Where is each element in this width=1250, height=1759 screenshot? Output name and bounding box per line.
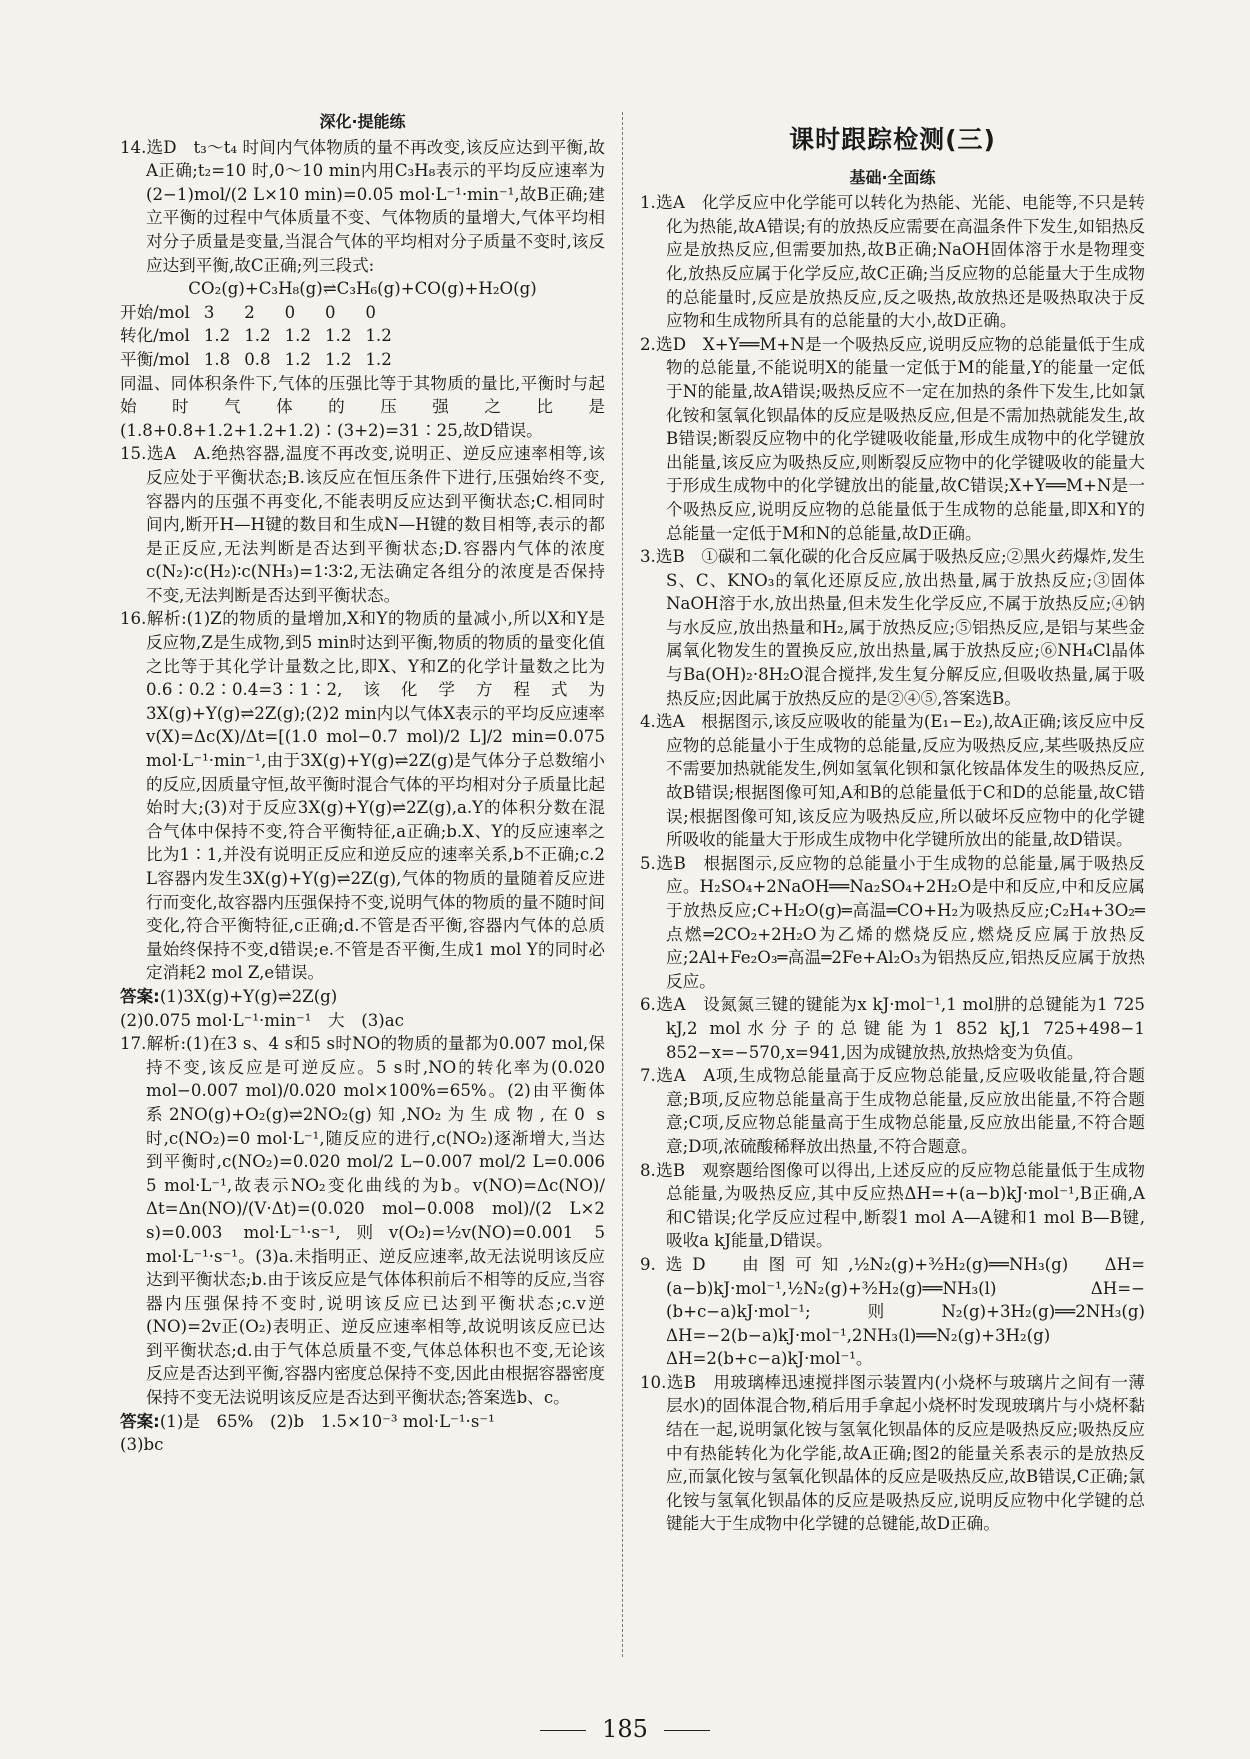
page-title: 课时跟踪检测(三) xyxy=(789,125,996,154)
three-stage-table xyxy=(120,301,406,372)
section-title-deepen: 深化·提能练 xyxy=(319,112,406,131)
answer-8: 8.选B 观察题给图像可以得出,上述反应的反应物总能量低于生成物总能量,为吸热反应,其中反应热ΔH=+(a−b)kJ·mol⁻¹,B正确,A和C错误;化学反应过程中,断裂1 mol A—A键和1 mol B—B键,吸收a kJ能量,D错误。 xyxy=(640,1160,1145,1251)
answer-2: 2.选D X+Y══M+N是一个吸热反应,说明反应物的总能量低于生成物的总能量,不能说明X的能量一定低于M的能量,Y的能量一定低于N的能量,故A错误;吸热反应不一定在加热的条件下发生,比如氯化铵和氢氧化钡晶体的反应是吸热反应,但是不需加热就能发生,故B错误;断裂反应物中的化学键吸收能量,形成生成物中的化学键放出能量,该反应为吸热反应,则断裂反应物中的化学键吸收的能量大于形成生成物中的化学键放出的能量,故C错误;X+Y══M+N是一个吸热反应,说明反应物的总能量低于生成物的总能量,即X和Y的总能量一定低于M和N的总能量,故D正确。 xyxy=(640,334,1145,543)
answer-17-part1: (1)是 65% (2)b 1.5×10⁻³ mol·L⁻¹·s⁻¹ xyxy=(159,1411,495,1431)
answer-14: 14.选D t₃～t₄ 时间内气体物质的量不再改变,该反应达到平衡,故A正确;t₂=10 时,0～10 min内用C₃H₈表示的平均反应速率为(2−1)mol/(2 L×10 min)=0.05 mol·L⁻¹·min⁻¹,故B正确;建立平衡的过程中气体质量不变、气体物质的量增大,气体平均相对分子质量是变量,当混合气体的平均相对分子质量不变时,该反应达到平衡,故C正确;列三段式: xyxy=(120,137,605,275)
answer-16: 16.解析:(1)Z的物质的量增加,X和Y的物质的量减小,所以X和Y是反应物,Z是生成物,到5 min时达到平衡,物质的物质的量变化值之比等于其化学计量数之比,即X、Y和Z的化学计量数之比为0.6∶0.2∶0.4=3∶1∶2,该化学方程式为3X(g)+Y(g)⇌2Z(g);(2)2 min内以气体X表示的平均反应速率 v(X)=Δc(X)/Δt=[(1.0 mol−0.7 mol)/2 L]/2 min=0.075 mol·L⁻¹·min⁻¹,由于3X(g)+Y(g)⇌2Z(g)是气体分子总数缩小的反应,因质量守恒,故平衡时混合气体的平均相对分子质量比起始时大;(3)对于反应3X(g)+Y(g)⇌2Z(g),a.Y的体积分数在混合气体中保持不变,符合平衡特征,a正确;b.X、Y的反应速率之比为1∶1,并没有说明正反应和逆反应的速率关系,b不正确;c.2 L容器内发生3X(g)+Y(g)⇌2Z(g),气体的物质的量随着反应进行而变化,故容器内压强保持不变,说明气体的物质的量不随时间变化,符合平衡特征,c正确;d.不管是否平衡,容器内气体的总质量始终保持不变,d错误;e.不管是否平衡,生成1 mol Y的同时必定消耗2 mol Z,e错误。 xyxy=(120,609,605,983)
answer-9: 9.选D 由图可知,½N₂(g)+³⁄₂H₂(g)══NH₃(g) ΔH=(a−b)kJ·mol⁻¹,½N₂(g)+³⁄₂H₂(g)══NH₃(l) ΔH=−(b+c−a)kJ·mol⁻¹;则N₂(g)+3H₂(g)══2NH₃(g) ΔH=−2(b−a)kJ·mol⁻¹,2NH₃(l)══N₂(g)+3H₂(g) ΔH=2(b+c−a)kJ·mol⁻¹。 xyxy=(640,1254,1162,1369)
table-row: 平衡/mol 1.8 0.8 1.2 1.2 1.2 xyxy=(120,349,392,369)
table-row: 转化/mol 1.2 1.2 1.2 1.2 1.2 xyxy=(120,326,392,346)
answer-4: 4.选A 根据图示,该反应吸收的能量为(E₁−E₂),故A正确;该反应中反应物的总能量小于生成物的总能量,反应为吸热反应,某些吸热反应不需要加热就能发生,例如氢氧化钡和氯化铵晶体发生的吸热反应,故B错误;根据图像可知,A和B的总能量低于C和D的总能量,故C错误;根据图像可知,该反应为吸热反应,所以破坏反应物中的化学键所吸收的能量大于形成生成物中化学键所放出的能量,故D错误。 xyxy=(640,712,1145,850)
page-number: 185 xyxy=(602,1715,648,1743)
answer-10: 10.选B 用玻璃棒迅速搅拌图示装置内(小烧杯与玻璃片之间有一薄层水)的固体混合物,稍后用手拿起小烧杯时发现玻璃片与小烧杯黏结在一起,说明氯化铵与氢氧化钡晶体的反应是吸热反应;吸热反应中有热能转化为化学能,故A正确;图2的能量关系表示的是放热反应,而氯化铵与氢氧化钡晶体的反应是吸热反应,故B错误,C正确;氯化铵与氢氧化钡晶体的反应是吸热反应,说明反应物中化学键的总键能大于生成物中化学键的总键能,故D正确。 xyxy=(640,1372,1145,1534)
answer-1: 1.选A 化学反应中化学能可以转化为热能、光能、电能等,不只是转化为热能,故A错误;有的放热反应需要在高温条件下发生,如铝热反应是放热反应,但需要加热,故B正确;NaOH固体溶于水是物理变化,放热反应属于化学反应,故C正确;当反应物的总能量大于生成物的总能量时,反应是放热反应,反之吸热,故放热还是吸热取决于反应物和生成物所具有的总能量的大小,故D正确。 xyxy=(640,193,1145,331)
answer-15: 15.选A A.绝热容器,温度不再改变,说明正、逆反应速率相等,该反应处于平衡状态;B.该反应在恒压条件下进行,压强始终不变,容器内的压强不再变化,不能表明反应达到平衡状态;C.相同时间内,断开H—H键的数目和生成N—H键的数目相等,表示的都是正反应,无法判断是否达到平衡状态;D.容器内气体的浓度c(N₂)∶c(H₂)∶c(NH₃)=1∶3∶2,无法确定各组分的浓度是否保持不变,无法判断是否达到平衡状态。 xyxy=(120,444,605,605)
answer-14-equation: CO₂(g)+C₃H₈(g)⇌C₃H₆(g)+CO(g)+H₂O(g) xyxy=(188,279,537,299)
footer-dash-right xyxy=(664,1730,710,1731)
answer-16-part1: (1)3X(g)+Y(g)⇌2Z(g) xyxy=(159,986,338,1006)
answer-17: 17.解析:(1)在3 s、4 s和5 s时NO的物质的量都为0.007 mol,保持不变,该反应是可逆反应。5 s时,NO的转化率为(0.020 mol−0.007 mol)/0.020 mol×100%=65%。(2)由平衡体系2NO(g)+O₂(g)⇌2NO₂(g)知,NO₂为生成物,在0 s时,c(NO₂)=0 mol·L⁻¹,随反应的进行,c(NO₂)逐渐增大,当达到平衡时,c(NO₂)=0.020 mol/2 L−0.007 mol/2 L=0.006 5 mol·L⁻¹,故表示NO₂变化曲线的为b。v(NO)=Δc(NO)/Δt=Δn(NO)/(V·Δt)=(0.020 mol−0.008 mol)/(2 L×2 s)=0.003 mol·L⁻¹·s⁻¹,则v(O₂)=½v(NO)=0.001 5 mol·L⁻¹·s⁻¹。(3)a.未指明正、逆反应速率,故无法说明该反应达到平衡状态;b.由于该反应是气体体积前后不相等的反应,当容器内压强保持不变时,说明该反应已达到平衡状态;c.v逆(NO)=2v正(O₂)表明正、逆反应速率相等,故说明该反应已达到平衡状态;d.由于气体总质量不变,气体总体积也不变,无论该反应是否达到平衡,容器内密度总保持不变,因此由根据容器密度保持不变无法说明该反应是否达到平衡状态;答案选b、c。 xyxy=(120,1034,605,1408)
answer-7: 7.选A A项,生成物总能量高于反应物总能量,反应吸收能量,符合题意;B项,反应物总能量高于生成物总能量,反应放出能量,不符合题意;C项,反应物总能量高于生成物总能量,反应放出能量,不符合题意;D项,浓硫酸稀释放出热量,不符合题意。 xyxy=(640,1066,1145,1156)
answer-label: 答案: xyxy=(120,1411,160,1431)
answer-16-part2: (2)0.075 mol·L⁻¹·min⁻¹ 大 (3)ac xyxy=(120,1010,404,1030)
answer-6: 6.选A 设氮氮三键的键能为x kJ·mol⁻¹,1 mol肼的总键能为1 725 kJ,2 mol水分子的总键能为1 852 kJ,1 725+498−1 852−x=−570,x=941,因为成键放热,放热焓变为负值。 xyxy=(640,995,1145,1062)
answer-5: 5.选B 根据图示,反应物的总能量小于生成物的总能量,属于吸热反应。H₂SO₄+2NaOH══Na₂SO₄+2H₂O是中和反应,中和反应属于放热反应;C+H₂O(g)═高温═CO+H₂为吸热反应;C₂H₄+3O₂═点燃═2CO₂+2H₂O为乙烯的燃烧反应,燃烧反应属于放热反应;2Al+Fe₂O₃═高温═2Fe+Al₂O₃为铝热反应,铝热反应属于放热反应。 xyxy=(640,853,1145,991)
column-divider xyxy=(622,112,623,1657)
answer-17-part2: (3)bc xyxy=(120,1435,164,1455)
answer-label: 答案: xyxy=(120,986,160,1006)
right-column xyxy=(640,110,1162,1536)
table-row: 开始/mol 3 2 0 0 0 xyxy=(120,302,376,322)
answer-17-key xyxy=(120,1410,605,1434)
answer-14-tail: 同温、同体积条件下,气体的压强比等于其物质的量比,平衡时与起始时气体的压强之比是(1.8+0.8+1.2+1.2+1.2)∶(3+2)=31∶25,故D错误。 xyxy=(120,373,605,440)
page-footer xyxy=(0,1715,1250,1743)
left-column xyxy=(120,110,605,1457)
section-title-basic: 基础·全面练 xyxy=(849,167,936,187)
answer-3: 3.选B ①碳和二氧化碳的化合反应属于吸热反应;②黑火药爆炸,发生S、C、KNO₃的氧化还原反应,放出热量,属于放热反应;③固体NaOH溶于水,放出热量,但未发生化学反应,不属于放热反应;④钠与水反应,放出热量和H₂,属于放热反应;⑤铝热反应,是铝与某些金属氧化物发生的置换反应,放出热量,属于放热反应;⑥NH₄Cl晶体与Ba(OH)₂·8H₂O混合搅拌,发生复分解反应,但吸收热量,属于吸热反应;因此属于放热反应的是②④⑤,答案选B。 xyxy=(640,547,1145,708)
answer-16-key xyxy=(120,985,605,1009)
footer-dash-left xyxy=(540,1730,586,1731)
